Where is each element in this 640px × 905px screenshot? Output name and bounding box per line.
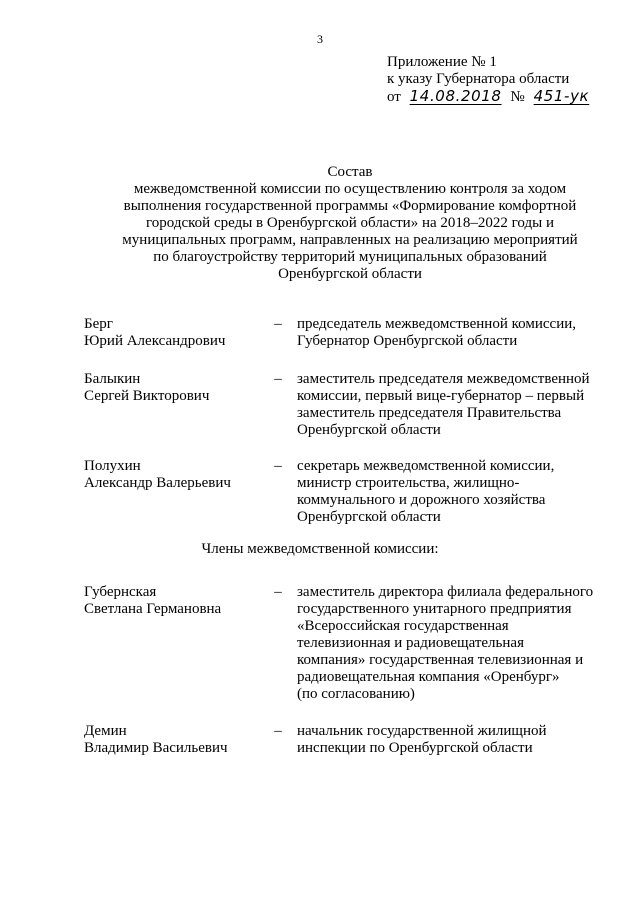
member-name [84, 316, 264, 350]
member-name [84, 371, 264, 405]
title-line: муниципальных программ, направленных на реализацию мероприятий [122, 232, 578, 248]
role-line: комиссии, первый вице-губернатор – первый [297, 388, 585, 404]
role-line: компания» государственная телевизионная и [297, 652, 584, 668]
role-line: заместитель директора филиала федерального [297, 584, 594, 600]
role-line: «Всероссийская государственная [297, 618, 509, 634]
role-line: председатель межведомственной комиссии, [297, 316, 576, 332]
role-line: (по согласованию) [297, 686, 415, 702]
role-line: Оренбургской области [297, 509, 441, 525]
date-prefix: от [387, 89, 401, 105]
title-line: городской среды в Оренбургской области» на 2018–2022 годы и [146, 215, 554, 231]
member-role [297, 371, 627, 439]
member-given-name: Сергей Викторович [84, 388, 210, 404]
member-given-name: Александр Валерьевич [84, 475, 231, 491]
role-line: телевизионная и радиовещательная [297, 635, 524, 651]
member-role [297, 316, 627, 350]
member-surname: Губернская [84, 584, 157, 600]
role-line: министр строительства, жилищно- [297, 475, 520, 491]
member-dash: – [274, 723, 282, 739]
handwritten-date: 14.08.2018 [409, 87, 502, 105]
appendix-block [387, 54, 627, 106]
member-given-name: Светлана Германовна [84, 601, 222, 617]
role-line: начальник государственной жилищной [297, 723, 547, 739]
document-title [60, 164, 640, 283]
member-name [84, 584, 264, 618]
member-dash: – [274, 371, 282, 387]
member-role [297, 723, 627, 757]
members-heading: Члены межведомственной комиссии: [201, 541, 439, 557]
role-line: государственного унитарного предприятия [297, 601, 572, 617]
title-line: Оренбургской области [278, 266, 422, 282]
member-surname: Демин [84, 723, 127, 739]
member-given-name: Владимир Васильевич [84, 740, 228, 756]
member-role [297, 584, 627, 703]
member-dash: – [274, 458, 282, 474]
page-number: 3 [317, 32, 323, 46]
role-line: Оренбургской области [297, 422, 441, 438]
title-line: межведомственной комиссии по осуществлению контроля за ходом [133, 181, 567, 197]
role-line: заместитель председателя Правительства [297, 405, 562, 421]
role-line: секретарь межведомственной комиссии, [297, 458, 555, 474]
member-role [297, 458, 627, 526]
title-line: выполнения государственной программы «Формирование комфортной [123, 198, 577, 214]
role-line: коммунального и дорожного хозяйства [297, 492, 546, 508]
role-line: инспекции по Оренбургской области [297, 740, 533, 756]
role-line: заместитель председателя межведомственной [297, 371, 590, 387]
member-given-name: Юрий Александрович [84, 333, 226, 349]
member-dash: – [274, 316, 282, 332]
title-line: по благоустройству территорий муниципальных образований [153, 249, 547, 265]
appendix-reference: к указу Губернатора области [387, 71, 570, 87]
number-prefix: № [510, 89, 525, 105]
role-line: радиовещательная компания «Оренбург» [297, 669, 560, 685]
handwritten-number: 451-ук [533, 87, 590, 105]
member-surname: Балыкин [84, 371, 141, 387]
member-name [84, 723, 264, 757]
role-line: Губернатор Оренбургской области [297, 333, 518, 349]
member-surname: Полухин [84, 458, 141, 474]
appendix-title: Приложение № 1 [387, 54, 497, 70]
title-heading: Состав [327, 164, 373, 180]
appendix-date-line [387, 88, 627, 106]
member-dash: – [274, 584, 282, 600]
member-surname: Берг [84, 316, 113, 332]
member-name [84, 458, 264, 492]
